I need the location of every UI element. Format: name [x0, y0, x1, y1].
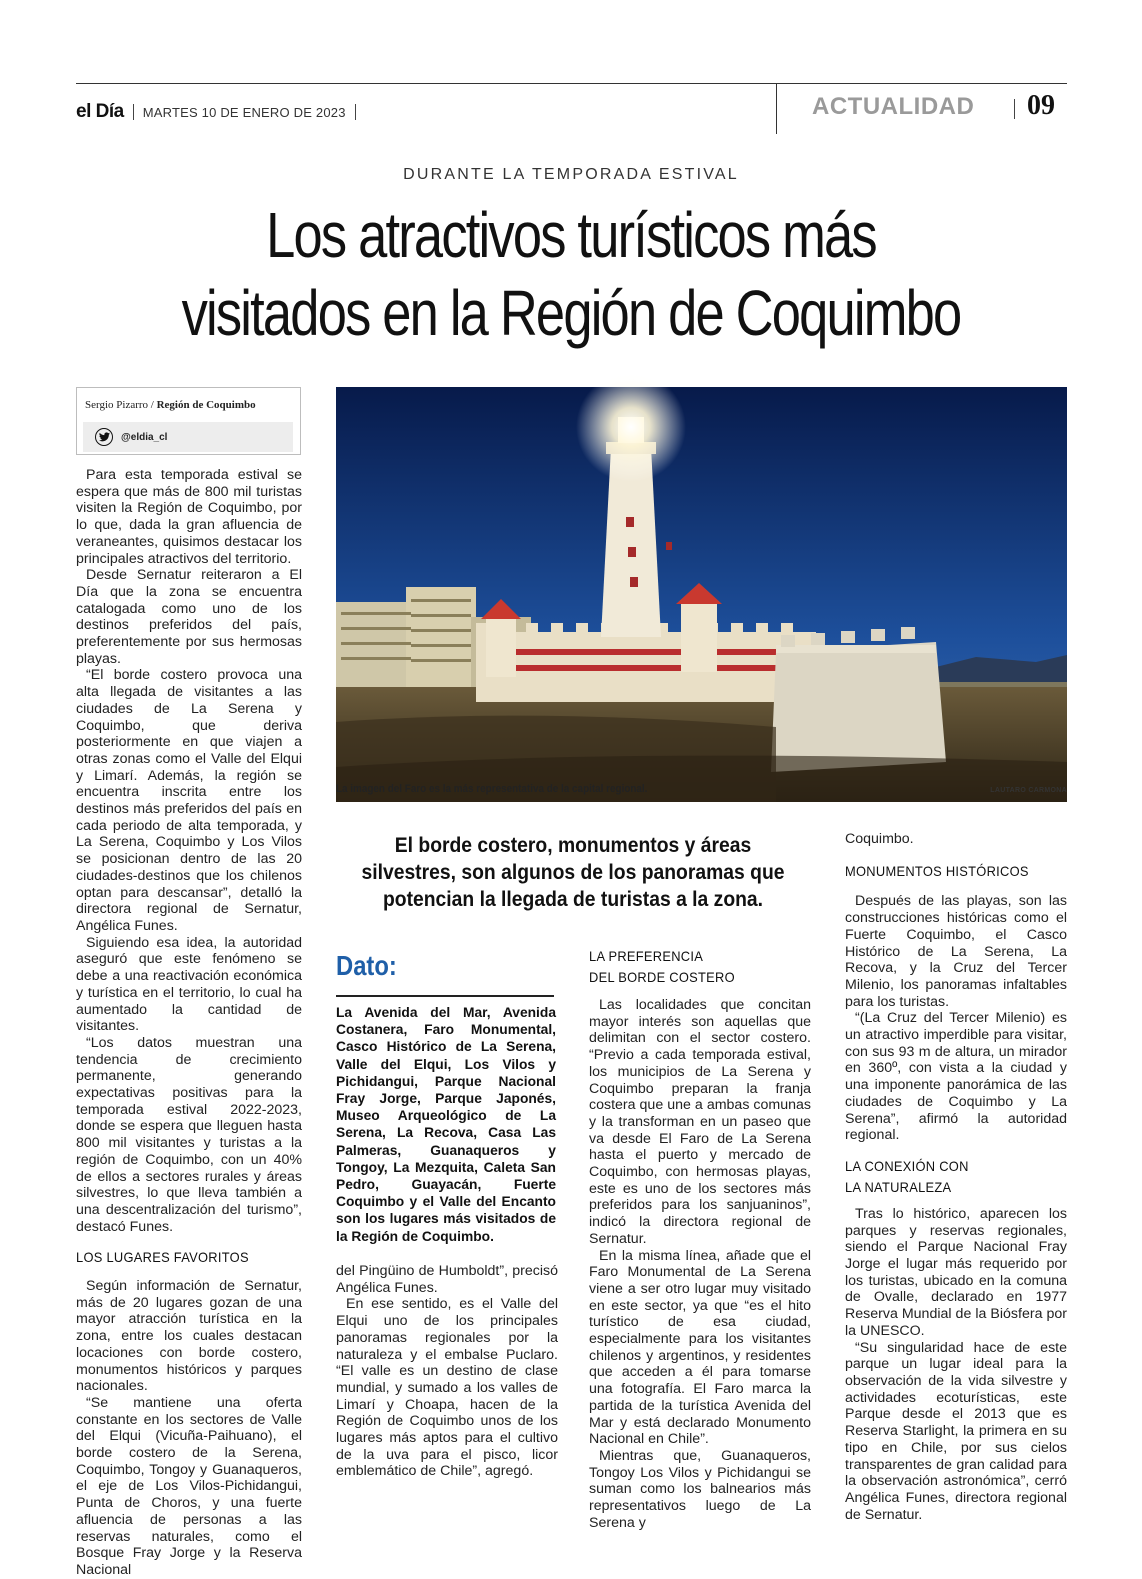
paragraph: En ese sentido, es el Valle del Elqui uno de los principales panoramas regionales por la naturaleza y el embalse Puclaro. “El valle es un destino de clase mundial, y sumado a los valles de Limarí y Choapa, hacen de la Región de Coquimbo unos de los lugares más aptos para el cultivo de la uva para el pisco, licor emblemático de Chile”, agregó. [336, 1296, 558, 1480]
byline [85, 399, 256, 411]
paragraph: “Su singularidad hace de este parque un lugar ideal para la observación de la vida silvestre y actividades ecoturísticas, este Parque desde el 2013 que es Reserva Starlight, la primera en su tipo en Chile, por sus cielos transparentes de gran calidad para la observación astronómica”, cerró Angélica Funes, directora regional de Sernatur. [845, 1339, 1067, 1523]
body-column-1 [76, 467, 302, 1579]
lighthouse-photo [336, 387, 1067, 802]
headline [136, 196, 1007, 352]
paragraph: En la misma línea, añade que el Faro Monumental de La Serena viene a ser otro lugar muy visitado en este sector, ya que “es el hito turístico de esa ciudad, especialmente para los visitantes chilenos y argentinos, y residentes que acceden a él para tomarse una fotografía. El Faro marca la partida de la turística Avenida del Mar y está declarado Monumento Nacional en Chile”. [589, 1247, 811, 1448]
paragraph: Mientras que, Guanaqueros, Tongoy Los Vilos y Pichidangui se suman como los balnearios más representativos luego de La Serena y [589, 1447, 811, 1531]
photo-credit: LAUTARO CARMONA [990, 787, 1067, 794]
paragraph: Coquimbo. [845, 831, 914, 847]
body-column-3 [589, 997, 811, 1532]
paragraph: “El borde costero provoca una alta llegada de visitantes a las ciudades de La Serena y Coquimbo, que deriva posteriormente en que viajen a otras zonas como el Valle del Elqui y Limarí. Además, la región se encuentra inscrita entre los destinos más preferidos del país en cada periodo de alta temporada, y La Serena, Coquimbo y Los Vilos se posicionan dentro de las 20 ciudades-destinos que los chilenos optan para descansar”, detalló la directora regional de Sernatur, Angélica Funes. [76, 667, 302, 934]
top-rule [76, 83, 1067, 84]
photo-caption: La imagen del Faro es la más representativa de la capital regional. [336, 783, 648, 795]
twitter-icon [95, 428, 113, 446]
header-divider [776, 84, 777, 134]
twitter-handle: @eldia_cl [121, 431, 168, 443]
paragraph: Las localidades que concitan mayor interés son aquellas que delimitan con el sector costero. “Previo a cada temporada estival, los municipios de La Serena y Coquimbo preparan la franja costera que une a ambas comunas y la transforman en un paseo que va desde El Faro de La Serena hasta el puerto y mercado de Coquimbo, con hermosas playas, este es uno de los sectores más preferidos para los sanjuaninos”, indicó la directora regional de Sernatur. [589, 997, 811, 1247]
paragraph: Tras lo histórico, aparecen los parques y reservas regionales, siendo el Parque Nacional Fray Jorge el lugar más requerido por los turistas, ubicado en la comuna de Ovalle, declarado en 1977 Reserva Mundial de la Biósfera por la UNESCO. [845, 1205, 1067, 1339]
subhead [845, 1156, 1049, 1198]
paragraph: Siguiendo esa idea, la autoridad aseguró que este fenómeno se debe a una reactivación económica y turística en el territorio, lo cual ha aumentado la cantidad de visitantes. [76, 934, 302, 1035]
paragraph: del Pingüino de Humboldt”, precisó Angélica Funes. [336, 1263, 558, 1296]
fact-box-text: La Avenida del Mar, Avenida Costanera, Faro Monumental, Casco Histórico de La Serena, Valle del Elqui, Los Vilos y Pichidangui, Parque Nacional Fray Jorge, Parque Japonés, Museo Arqueológico de La Serena, La Recova, Casa Las Palmeras, Guanaqueros y Tongoy, La Mezquita, Caleta San Pedro, Guayacán, Fuerte Coquimbo y el Valle del Encanto son los lugares más visitados de la Región de Coquimbo. [336, 1005, 556, 1244]
masthead [76, 101, 365, 123]
subhead: MONUMENTOS HISTÓRICOS [845, 862, 1029, 879]
headline-line: visitados en la Región de Coquimbo [181, 277, 961, 349]
newspaper-logo: el Día [76, 101, 124, 122]
divider [1014, 99, 1015, 119]
page-number: 09 [1027, 90, 1055, 121]
paragraph: “Se mantiene una oferta constante en los sectores de Valle del Elqui (Vicuña-Paihuano), el borde costero de la Serena, Coquimbo, Tongoy y Guanaqueros, el eje de Los Vilos-Pichidangui, Punta de Choros, y una fuerte afluencia de personas a las reservas naturales, como el Bosque Fray Jorge y la Reserva Nacional [76, 1394, 302, 1578]
fact-box-rule [336, 995, 554, 997]
paragraph: Desde Sernatur reiteraron a El Día que la zona se encuentra catalogada como uno de los destinos preferidos del país, preferentemente por sus hermosas playas. [76, 567, 302, 667]
author-region: Región de Coquimbo [156, 399, 256, 411]
paragraph: “(La Cruz del Tercer Milenio) es un atractivo imperdible para visitar, con sus 93 m de altura, un mirador en 360º, con vista a la ciudad y una imponente panorámica de las ciudades de Coquimbo y La Serena”, afirmó la autoridad regional. [845, 1010, 1067, 1144]
paragraph: Después de las playas, son las construcciones históricas como el Fuerte Coquimbo, el Casco Histórico de La Serena, La Recova, y la Cruz del Tercer Milenio, los panoramas infaltables para los turistas. [845, 893, 1067, 1010]
subhead-line: LA CONEXIÓN CON [845, 1157, 969, 1174]
byline-box [76, 387, 301, 455]
subhead [589, 946, 735, 988]
paragraph: Para esta temporada estival se espera que más de 800 mil turistas visiten la Región de Coquimbo, por lo que, dada la gran afluencia de veraneantes, quisimos destacar los principales atractivos del territorio. [76, 467, 302, 567]
subhead-line: DEL BORDE COSTERO [589, 969, 735, 985]
subhead: LOS LUGARES FAVORITOS [76, 1249, 249, 1266]
social-row [83, 422, 293, 452]
author-name: Sergio Pizarro / [85, 399, 154, 411]
subhead-line: LA PREFERENCIA [589, 948, 704, 964]
paragraph: “Los datos muestran una tendencia de crecimiento permanente, generando expectativas positivas para la temporada estival 2022-2023, donde se espera que lleguen hasta 800 mil visitantes y turistas a la región de Coquimbo, con un 40% de ellos a sectores rurales y áreas silvestres, lo que lleva también a una descentralización del turismo”, destacó Funes. [76, 1034, 302, 1235]
body-column-2 [336, 1263, 558, 1480]
fact-box-title: Dato: [336, 950, 397, 981]
kicker: DURANTE LA TEMPORADA ESTIVAL [403, 166, 739, 183]
subhead-line: LA NATURALEZA [845, 1178, 952, 1195]
section-name: ACTUALIDAD [812, 93, 975, 120]
pull-quote: El borde costero, monumentos y áreas silvestres, son algunos de los panoramas que potencian la llegada de turistas a la zona. [361, 834, 785, 911]
paragraph: Según información de Sernatur, más de 20 lugares gozan de una mayor atracción turística en la zona, entre los cuales destacan locaciones con borde costero, monumentos históricos y parques nacionales. [76, 1278, 302, 1395]
issue-date: MARTES 10 DE ENERO DE 2023 [142, 104, 346, 120]
divider [133, 104, 134, 120]
body-column-4 [845, 831, 1067, 1523]
divider [355, 104, 356, 120]
headline-line: Los atractivos turísticos más [266, 199, 876, 271]
